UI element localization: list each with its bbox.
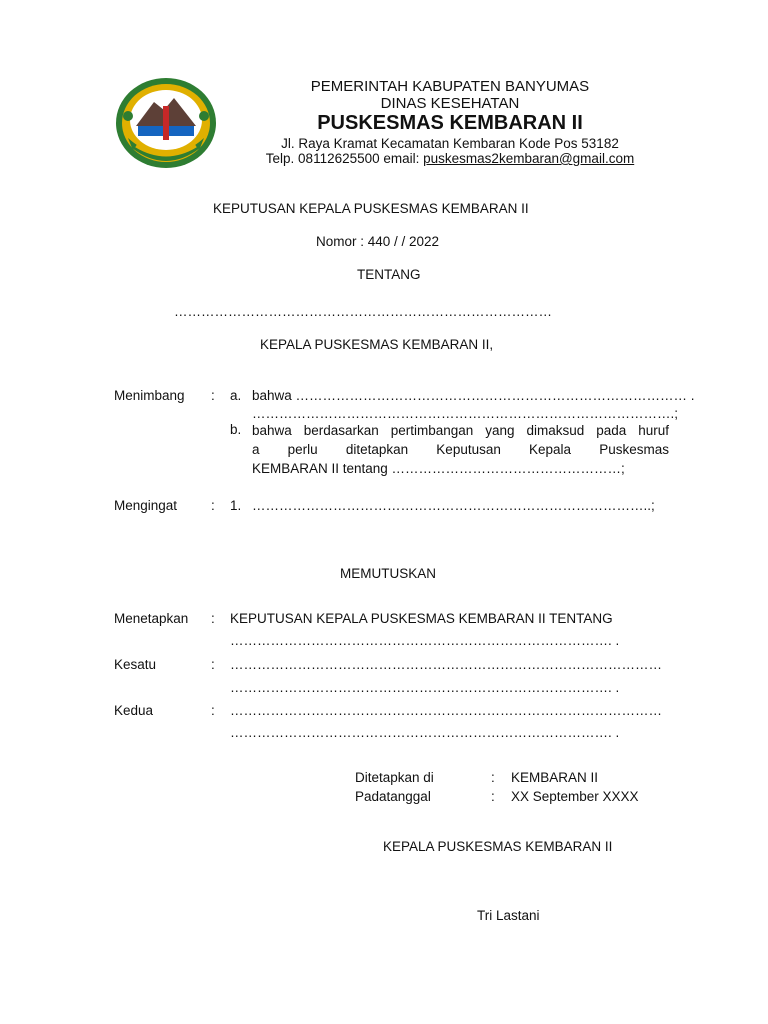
menimbang-b-line1: bahwa berdasarkan pertimbangan yang dimaksud pada huruf [252, 423, 669, 438]
kedua-line2: …………………………………………………………………………. . [230, 725, 620, 740]
menetapkan-label: Menetapkan [114, 611, 189, 626]
header-department: DINAS KESEHATAN [380, 95, 520, 112]
menimbang-colon: : [211, 388, 215, 403]
signatory-title: KEPALA PUSKESMAS KEMBARAN II [383, 839, 613, 854]
banyumas-regency-emblem [114, 76, 218, 170]
menimbang-b-line2: a perlu ditetapkan Keputusan Kepala Puskesmas [252, 442, 669, 457]
menimbang-a-marker: a. [230, 388, 242, 403]
padatanggal-colon: : [491, 789, 495, 804]
menetapkan-line2: …………………………………………………………………………. . [230, 633, 620, 648]
padatanggal-label: Padatanggal [355, 789, 431, 804]
menetapkan-colon: : [211, 611, 215, 626]
menimbang-a-line2: ………………………………………………………………………………….; [252, 406, 679, 421]
header-phone: Telp. 08112625500 email: [265, 151, 424, 166]
header-email-link[interactable]: puskesmas2kembaran@gmail.com [423, 151, 635, 166]
header-puskesmas: PUSKESMAS KEMBARAN II [317, 112, 583, 134]
kedua-label: Kedua [114, 703, 154, 718]
menimbang-b-text [252, 421, 669, 478]
mengingat-label: Mengingat [114, 498, 178, 513]
mengingat-marker: 1. [230, 498, 242, 513]
menetapkan-line1: KEPUTUSAN KEPALA PUSKESMAS KEMBARAN II TENTANG [230, 611, 613, 626]
ditetapkan-colon: : [491, 770, 495, 785]
ditetapkan-value: KEMBARAN II [511, 770, 599, 785]
header-contact [230, 151, 670, 166]
kepala-heading: KEPALA PUSKESMAS KEMBARAN II, [260, 337, 494, 352]
menimbang-b-marker: b. [230, 422, 242, 437]
kedua-colon: : [211, 703, 215, 718]
kesatu-label: Kesatu [114, 657, 157, 672]
header-address: Jl. Raya Kramat Kecamatan Kembaran Kode Pos 53182 [281, 136, 619, 151]
kesatu-line1: …………………………………………………………………………………… [230, 657, 662, 672]
menimbang-a-line1: bahwa …………………………………………………………………………… . [252, 388, 695, 403]
memutuskan-heading: MEMUTUSKAN [340, 566, 437, 581]
mengingat-text: ……………………………………………………………………………..; [252, 498, 655, 513]
tentang-heading: TENTANG [357, 267, 421, 282]
subject-placeholder: ………………………………………………………………………… [174, 304, 552, 319]
decree-title: KEPUTUSAN KEPALA PUSKESMAS KEMBARAN II [213, 201, 529, 216]
ditetapkan-label: Ditetapkan di [355, 770, 434, 785]
kesatu-colon: : [211, 657, 215, 672]
menimbang-label: Menimbang [114, 388, 185, 403]
kesatu-line2: …………………………………………………………………………. . [230, 680, 620, 695]
mengingat-colon: : [211, 498, 215, 513]
padatanggal-value: XX September XXXX [511, 789, 639, 804]
signatory-name: Tri Lastani [477, 908, 540, 923]
decree-number: Nomor : 440 / / 2022 [316, 234, 440, 249]
kedua-line1: …………………………………………………………………………………… [230, 703, 662, 718]
menimbang-b-line3: KEMBARAN II tentang ……………………………………………; [252, 461, 625, 476]
header-government: PEMERINTAH KABUPATEN BANYUMAS [310, 78, 590, 95]
